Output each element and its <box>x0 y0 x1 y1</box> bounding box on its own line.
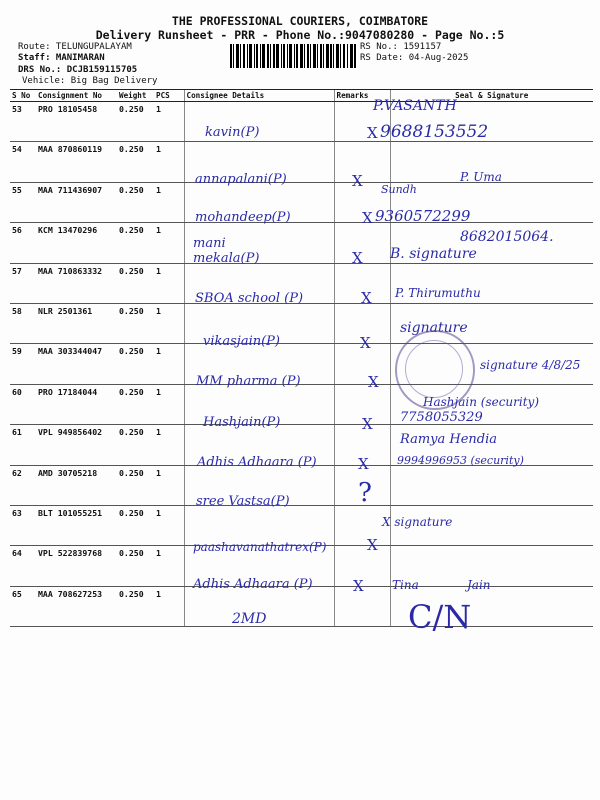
sno-cell: 62 <box>10 465 36 505</box>
sno-cell: 60 <box>10 384 36 424</box>
consignment-cell: VPL 949856402 <box>36 425 117 465</box>
handwritten-consignee: SBOA school (P) <box>195 291 304 306</box>
handwritten-consignee: Adhis Adhaara (P) <box>193 577 313 592</box>
table-row <box>10 142 593 182</box>
handwritten-consignee: paashavanathatrex(P) <box>193 540 327 554</box>
consignment-cell: BLT 101055251 <box>36 505 117 545</box>
pcs-cell: 1 <box>154 425 184 465</box>
table-row <box>10 303 593 343</box>
col-consignee: Consignee Details <box>184 90 334 102</box>
pcs-cell: 1 <box>154 344 184 384</box>
remark-cross: X <box>368 373 379 391</box>
remark-cross: X <box>358 455 369 473</box>
handwritten-consignee: mekala(P) <box>193 251 260 266</box>
col-consignment: Consignment No <box>36 90 117 102</box>
handwritten-consignee: MM pharma (P) <box>196 374 301 389</box>
signature-text: 9360572299 <box>375 207 471 225</box>
col-pcs: PCS <box>154 90 184 102</box>
weight-cell: 0.250 <box>117 182 154 222</box>
sno-cell: 54 <box>10 142 36 182</box>
weight-cell: 0.250 <box>117 546 154 586</box>
signature-text: 7758055329 <box>400 410 483 425</box>
consignment-cell: KCM 13470296 <box>36 223 117 263</box>
rs-number: RS No.: 1591157 <box>360 42 442 52</box>
pcs-cell: 1 <box>154 263 184 303</box>
handwritten-consignee: Adhis Adhaara (P) <box>197 455 317 470</box>
pcs-cell: 1 <box>154 142 184 182</box>
sno-cell: 65 <box>10 586 36 626</box>
handwritten-consignee: sree Vastsa(P) <box>196 494 290 509</box>
sno-cell: 64 <box>10 546 36 586</box>
weight-cell: 0.250 <box>117 263 154 303</box>
sno-cell: 58 <box>10 303 36 343</box>
weight-cell: 0.250 <box>117 384 154 424</box>
pcs-cell: 1 <box>154 223 184 263</box>
company-title: THE PROFESSIONAL COURIERS, COIMBATORE <box>171 14 429 28</box>
consignment-cell: MAA 708627253 <box>36 586 117 626</box>
consignment-cell: AMD 30705218 <box>36 465 117 505</box>
pcs-cell: 1 <box>154 465 184 505</box>
consignment-cell: MAA 710863332 <box>36 263 117 303</box>
drs-label: DRS No.: DCJB159115705 <box>18 65 138 75</box>
runsheet-subtitle: Delivery Runsheet - PRR - Phone No.:9047080280 - Page No.:5 <box>95 28 505 42</box>
weight-cell: 0.250 <box>117 102 154 142</box>
signature-text: P.VASANTH <box>373 98 457 114</box>
remark-cross: X <box>367 124 378 142</box>
weight-cell: 0.250 <box>117 425 154 465</box>
remark-cross: X <box>361 289 372 307</box>
table-row <box>10 586 593 626</box>
signature-text: P. Thirumuthu <box>395 286 481 300</box>
remark-cross: X <box>362 209 373 227</box>
pcs-cell: 1 <box>154 182 184 222</box>
handwritten-consignee: kavin(P) <box>205 125 260 140</box>
consignment-cell: VPL 522839768 <box>36 546 117 586</box>
signature-text: Sundh <box>381 183 417 196</box>
table-row <box>10 182 593 222</box>
signature-text: 9994996953 (security) <box>397 454 524 467</box>
handwritten-consignee: 2MD <box>232 611 267 627</box>
weight-cell: 0.250 <box>117 344 154 384</box>
handwritten-consignee: mani <box>193 236 226 251</box>
handwritten-consignee: vikasjain(P) <box>203 334 281 349</box>
sno-cell: 56 <box>10 223 36 263</box>
col-weight: Weight <box>117 90 154 102</box>
sno-cell: 57 <box>10 263 36 303</box>
signature-text: C/N <box>408 598 472 636</box>
weight-cell: 0.250 <box>117 223 154 263</box>
pcs-cell: 1 <box>154 102 184 142</box>
handwritten-consignee: mohandeep(P) <box>195 210 291 225</box>
route-label: Route: TELUNGUPALAYAM <box>18 42 132 52</box>
signature-text: Hashjain (security) <box>423 395 540 409</box>
remark-cross: X <box>353 577 364 595</box>
consignment-cell: PRO 17184044 <box>36 384 117 424</box>
signature-text: B. signature <box>390 246 477 262</box>
remark-cross: X <box>362 415 373 433</box>
signature-text: P. Uma <box>460 170 502 184</box>
signature-text: signature <box>400 320 468 336</box>
weight-cell: 0.250 <box>117 586 154 626</box>
remark-cross: X <box>360 334 371 352</box>
pcs-cell: 1 <box>154 505 184 545</box>
signature-text: Ramya Hendia <box>400 432 498 447</box>
rs-date: RS Date: 04-Aug-2025 <box>360 53 469 63</box>
remark-cross: X <box>352 172 363 190</box>
weight-cell: 0.250 <box>117 142 154 182</box>
signature-text: Jain <box>467 578 491 592</box>
weight-cell: 0.250 <box>117 303 154 343</box>
remark-bracket: ? <box>358 478 372 508</box>
table-row <box>10 102 593 142</box>
pcs-cell: 1 <box>154 546 184 586</box>
col-remarks: Remarks <box>334 90 390 102</box>
sno-cell: 55 <box>10 182 36 222</box>
signature-cell <box>390 546 593 586</box>
col-signature: Seal & Signature <box>390 90 593 102</box>
remark-cross: X <box>352 249 363 267</box>
signature-text: 8682015064. <box>460 229 554 245</box>
pcs-cell: 1 <box>154 384 184 424</box>
signature-text: X signature <box>382 515 453 529</box>
signature-text: signature 4/8/25 <box>480 358 581 372</box>
weight-cell: 0.250 <box>117 505 154 545</box>
sno-cell: 63 <box>10 505 36 545</box>
staff-label: Staff: MANIMARAN <box>18 53 105 63</box>
handwritten-consignee: Hashjain(P) <box>203 415 281 430</box>
weight-cell: 0.250 <box>117 465 154 505</box>
table-row <box>10 465 593 505</box>
signature-text: 9688153552 <box>380 122 489 142</box>
consignment-cell: MAA 870860119 <box>36 142 117 182</box>
signature-text: Tina <box>392 578 419 592</box>
consignment-cell: NLR 2501361 <box>36 303 117 343</box>
pcs-cell: 1 <box>154 303 184 343</box>
consignment-cell: MAA 303344047 <box>36 344 117 384</box>
pcs-cell: 1 <box>154 586 184 626</box>
table-header-row <box>10 90 593 102</box>
sno-cell: 59 <box>10 344 36 384</box>
barcode <box>230 44 356 68</box>
col-sno: S No <box>10 90 36 102</box>
consignment-cell: MAA 711436907 <box>36 182 117 222</box>
remark-cross: X <box>367 536 378 554</box>
vehicle-label: Vehicle: Big Bag Delivery <box>22 76 158 86</box>
signature-cell <box>390 465 593 505</box>
consignment-cell: PRO 18105458 <box>36 102 117 142</box>
sno-cell: 61 <box>10 425 36 465</box>
handwritten-consignee: annapalani(P) <box>195 172 287 187</box>
sno-cell: 53 <box>10 102 36 142</box>
